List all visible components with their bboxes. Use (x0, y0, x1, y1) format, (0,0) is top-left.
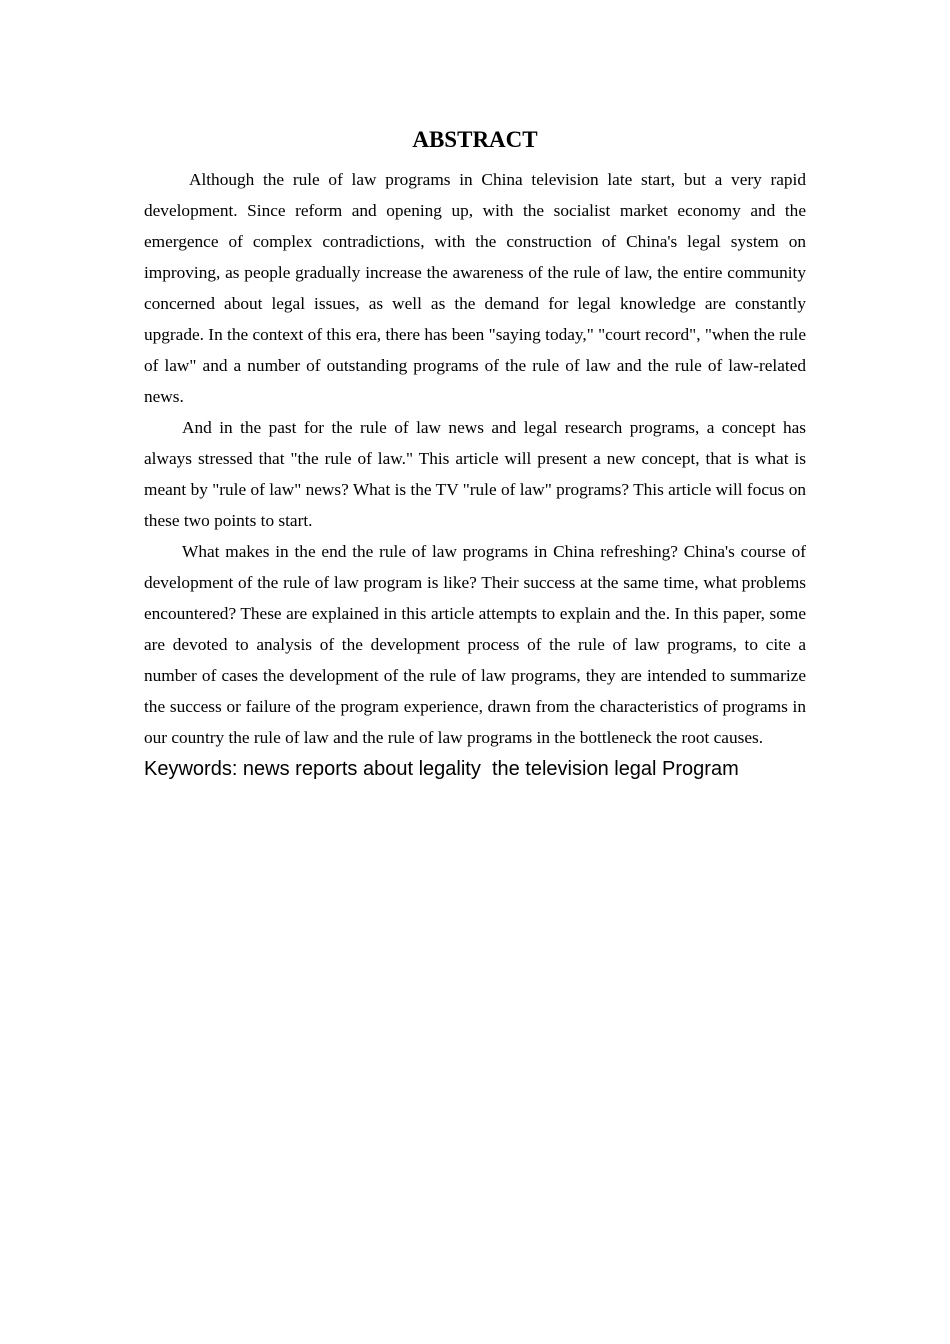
keywords-line: Keywords: news reports about legality the television legal Program (144, 758, 739, 780)
abstract-paragraph-3: What makes in the end the rule of law programs in China refreshing? China's course of development of the rule of law program is like? Their success at the same time, what problems encountered? These are explained in this article attempts to explain and the. In this paper, some are devoted to analysis of the development process of the rule of law programs, to cite a number of cases the development of the rule of law programs, they are intended to summarize the success or failure of the program experience, drawn from the characteristics of programs in our country the rule of law and the rule of law programs in the bottleneck the root causes. (144, 542, 806, 747)
abstract-paragraph-1: Although the rule of law programs in China television late start, but a very rapid development. Since reform and opening up, with the socialist market economy and the emergence of complex contradictions, with the construction of China's legal system on improving, as people gradually increase the awareness of the rule of law, the entire community concerned about legal issues, as well as the demand for legal knowledge are constantly upgrade. In the context of this era, there has been "saying today," "court record", "when the rule of law" and a number of outstanding programs of the rule of law and the rule of law-related news. (144, 170, 806, 406)
abstract-title: ABSTRACT (412, 127, 538, 152)
abstract-paragraph-2: And in the past for the rule of law news and legal research programs, a concept has always stressed that "the rule of law." This article will present a new concept, that is what is meant by "rule of law" news? What is the TV "rule of law" programs? This article will focus on these two points to start. (144, 418, 806, 530)
abstract-section (144, 122, 806, 785)
